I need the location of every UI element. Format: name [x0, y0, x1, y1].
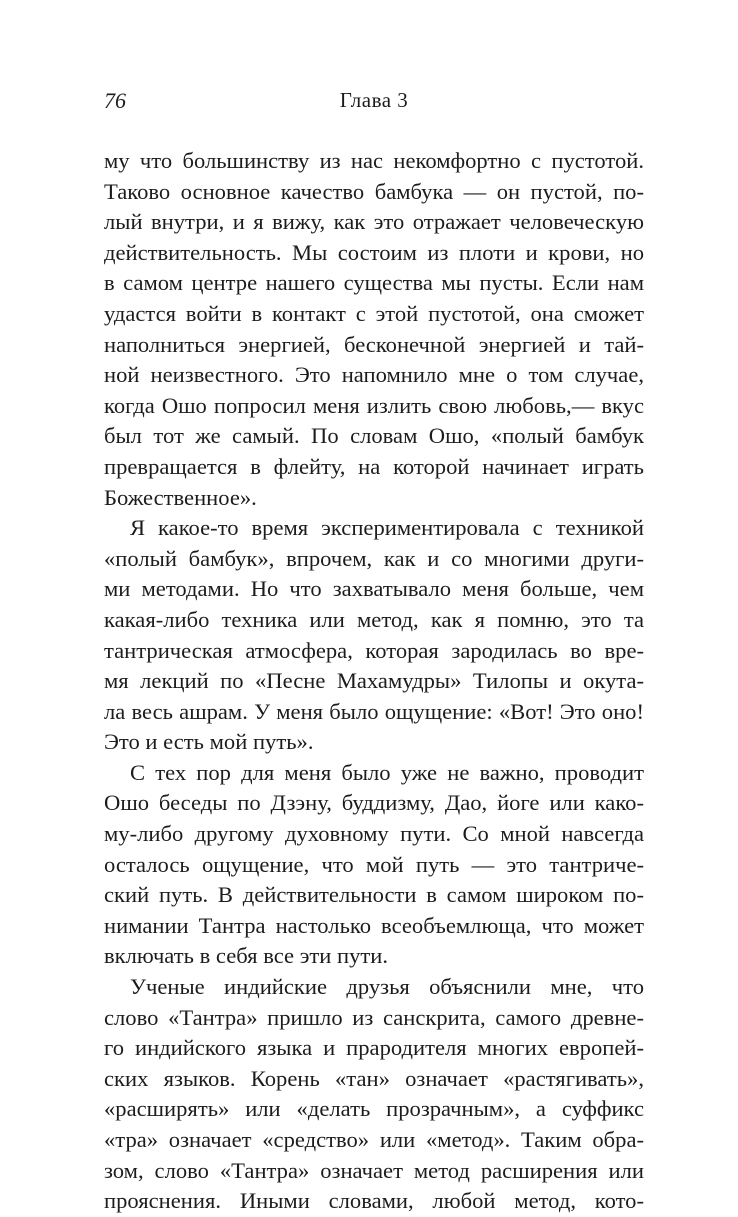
text-line: слово «Тантра» пришло из санскрита, самого древне-: [104, 1004, 644, 1030]
text-line: прояснения. Иными словами, любой метод, кото-: [104, 1188, 644, 1214]
text-line: в самом центре нашего существа мы пусты. Если нам: [104, 270, 644, 296]
text-line: Я какое-то время экспериментировала с техникой: [130, 515, 644, 541]
text-line: лый внутри, и я вижу, как это отражает человеческую: [104, 209, 644, 235]
text-line: превращается в флейту, на которой начинает играть: [104, 453, 644, 479]
text-line: «тра» означает «средство» или «метод». Таким обра-: [104, 1127, 644, 1152]
text-line: мя лекций по «Песне Махамудры» Тилопы и окута-: [104, 668, 644, 694]
text-line: Божественное».: [104, 484, 257, 510]
page-number: 76: [104, 88, 126, 113]
text-line: ский путь. В действительности в самом широком по-: [104, 882, 644, 908]
text-line: наполниться энергией, бесконечной энергией и тай-: [104, 331, 644, 357]
text-line: включать в себя все эти пути.: [104, 943, 389, 969]
text-line: Ученые индийские друзья объяснили мне, что: [130, 974, 644, 1000]
text-line: нимании Тантра настолько всеобъемлюща, что может: [104, 912, 644, 938]
text-line: удастся войти в контакт с этой пустотой, она сможет: [104, 300, 644, 326]
text-line: «полый бамбук», впрочем, как и со многими други-: [104, 545, 644, 571]
text-line: С тех пор для меня было уже не важно, проводит: [130, 759, 644, 785]
text-line: осталось ощущение, что мой путь — это тантриче-: [104, 851, 644, 877]
chapter-title: Глава 3: [339, 88, 409, 112]
body-text: [104, 146, 644, 1217]
text-line: Таково основное качество бамбука — он пустой, по-: [104, 178, 644, 204]
text-line: ла весь ашрам. У меня было ощущение: «Вот! Это оно!: [104, 698, 644, 724]
text-line: му что большинству из нас некомфортно с пустотой.: [104, 148, 644, 173]
text-line: когда Ошо попросил меня излить свою любовь,— вкус: [104, 392, 644, 418]
text-line: зом, слово «Тантра» означает метод расширения или: [104, 1157, 644, 1183]
text-line: тантрическая атмосфера, которая зародилась во вре-: [104, 637, 644, 663]
text-line: ной неизвестного. Это напомнило мне о том случае,: [104, 362, 644, 388]
text-line: Ошо беседы по Дзэну, буддизму, Дао, йоге или како-: [104, 790, 644, 816]
text-line: му-либо другому духовному пути. Со мной навсегда: [104, 821, 644, 847]
text-line: какая-либо техника или метод, как я помню, это та: [104, 606, 644, 632]
text-line: ских языков. Корень «тан» означает «растягивать»,: [104, 1065, 644, 1091]
text-line: был тот же самый. По словам Ошо, «полый бамбук: [104, 423, 644, 449]
running-head: [104, 88, 644, 118]
text-line: «расширять» или «делать прозрачным», а суффикс: [104, 1096, 644, 1122]
text-line: го индийского языка и прародителя многих европей-: [104, 1035, 644, 1061]
text-line: ми методами. Но что захватывало меня больше, чем: [104, 576, 644, 602]
text-line: Это и есть мой путь».: [104, 729, 314, 755]
text-line: действительность. Мы состоим из плоти и крови, но: [104, 239, 644, 265]
